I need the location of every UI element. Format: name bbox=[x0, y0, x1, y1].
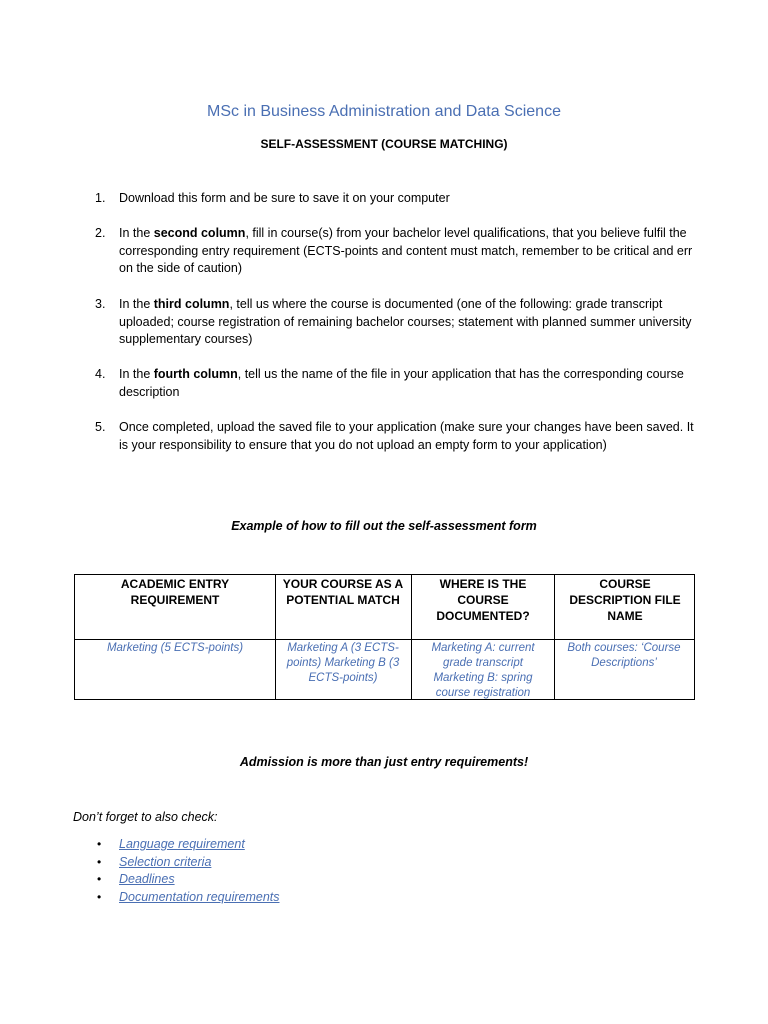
instruction-text bbox=[119, 225, 694, 278]
instruction-text-emphasis: fourth column bbox=[153, 367, 238, 381]
list-item bbox=[95, 890, 395, 908]
example-table bbox=[74, 574, 695, 700]
table-header-requirement: ACADEMIC ENTRY REQUIREMENT bbox=[120, 577, 230, 607]
link-deadlines[interactable]: Deadlines bbox=[119, 872, 175, 886]
check-intro: Don’t forget to also check: bbox=[73, 810, 218, 824]
instruction-text-part: In the bbox=[119, 297, 154, 311]
table-cell-requirement[interactable]: Marketing (5 ECTS-points) bbox=[106, 642, 244, 654]
table-divider bbox=[554, 575, 555, 699]
link-selection-criteria[interactable]: Selection criteria bbox=[119, 855, 212, 869]
table-divider bbox=[275, 575, 276, 699]
instruction-number: 3. bbox=[95, 297, 106, 311]
instruction-number: 2. bbox=[95, 226, 106, 240]
instruction-text bbox=[119, 419, 694, 454]
link-language-requirement[interactable]: Language requirement bbox=[119, 837, 245, 851]
bullet-icon: • bbox=[97, 855, 102, 869]
table-header-documented: WHERE IS THE COURSE DOCUMENTED? bbox=[436, 577, 530, 623]
page-title: MSc in Business Administration and Data Science bbox=[207, 103, 561, 120]
instruction-text-emphasis: third column bbox=[153, 297, 230, 311]
example-caption: Example of how to fill out the self-assessment form bbox=[231, 519, 537, 533]
instruction-text bbox=[119, 190, 694, 208]
table-cell-documented[interactable]: Marketing A: current grade transcript Marketing B: spring course registration bbox=[431, 642, 535, 699]
instruction-text bbox=[119, 366, 694, 401]
table-cell-file-name[interactable]: Both courses: ‘Course Descriptions’ bbox=[567, 642, 681, 669]
instruction-text-part: , tell us where the course is documented (one of the following: grade transcript uploaded; course registration of remaining bachelor courses; statement with planned summer university supplementary courses) bbox=[119, 297, 692, 346]
admission-note: Admission is more than just entry requirements! bbox=[239, 755, 529, 769]
instruction-text-part: , fill in course(s) from your bachelor level qualifications, that you believe fulfil the corresponding entry requirement (ECTS-points and content must match, remember to be critical and err on the side of caution) bbox=[119, 226, 693, 275]
bullet-icon: • bbox=[97, 872, 102, 886]
table-divider bbox=[411, 575, 412, 699]
list-item bbox=[95, 837, 395, 855]
instruction-number: 5. bbox=[95, 420, 106, 434]
table-header-potential-match: YOUR COURSE AS A POTENTIAL MATCH bbox=[282, 577, 404, 607]
link-documentation-requirements[interactable]: Documentation requirements bbox=[119, 890, 280, 904]
instruction-number: 1. bbox=[95, 191, 106, 205]
table-header-file-name: COURSE DESCRIPTION FILE NAME bbox=[569, 577, 681, 623]
instruction-text-part: Download this form and be sure to save it on your computer bbox=[119, 191, 450, 205]
bullet-icon: • bbox=[97, 837, 102, 851]
instruction-text-emphasis: second column bbox=[153, 226, 246, 240]
instruction-text-part: Once completed, upload the saved file to your application (make sure your changes have been saved. It is your responsibility to ensure that you do not upload an empty form to your application) bbox=[119, 420, 694, 452]
table-divider bbox=[75, 639, 694, 640]
bullet-icon: • bbox=[97, 890, 102, 904]
page-subtitle: SELF-ASSESSMENT (COURSE MATCHING) bbox=[260, 137, 508, 151]
instruction-text-part: , tell us the name of the file in your application that has the corresponding course description bbox=[119, 367, 684, 399]
instruction-number: 4. bbox=[95, 367, 106, 381]
list-item bbox=[95, 872, 395, 890]
instruction-text bbox=[119, 296, 694, 349]
table-cell-potential-match[interactable]: Marketing A (3 ECTS-points) Marketing B (3 ECTS-points) bbox=[286, 642, 400, 684]
instruction-text-part: In the bbox=[119, 226, 154, 240]
list-item bbox=[95, 855, 395, 873]
instruction-text-part: In the bbox=[119, 367, 154, 381]
